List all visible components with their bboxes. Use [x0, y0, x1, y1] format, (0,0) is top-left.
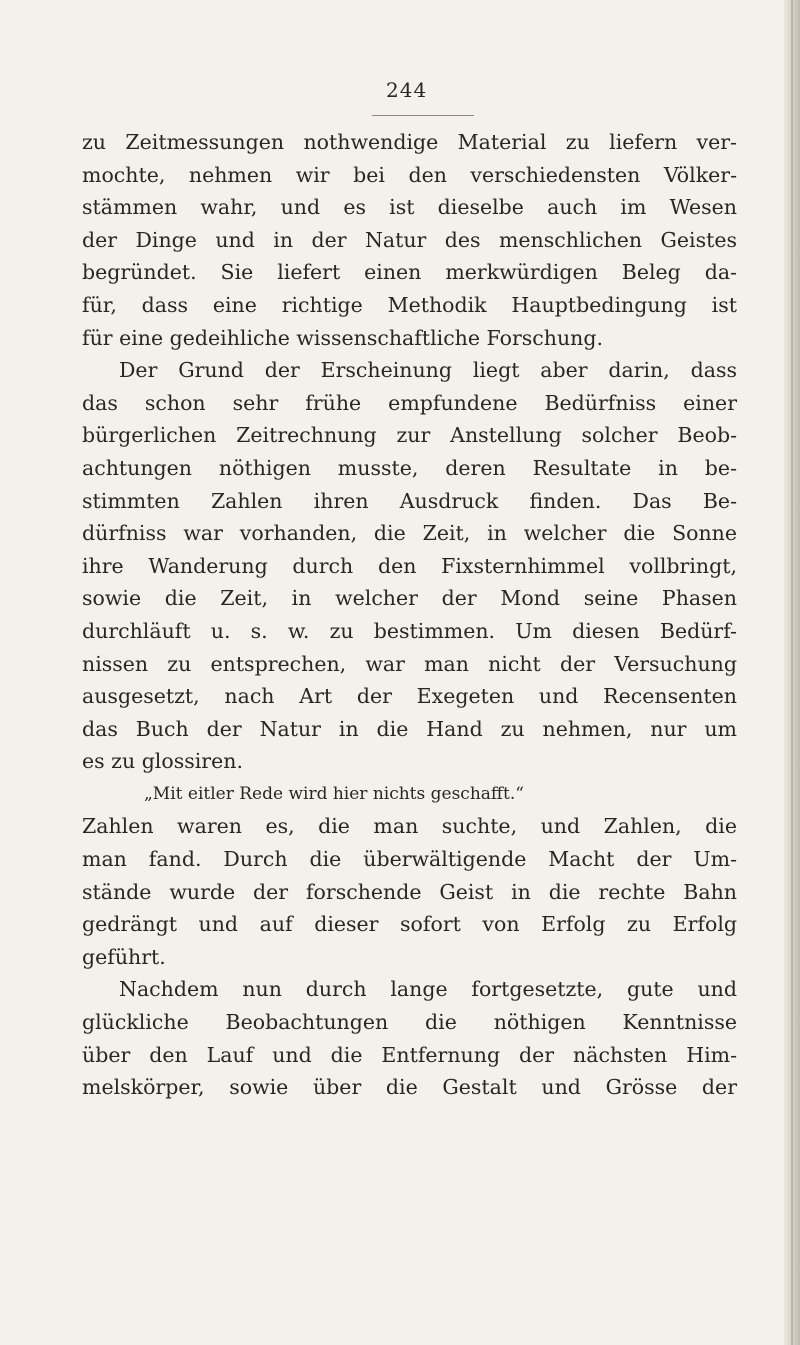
text-line: bürgerlichen Zeitrechnung zur Anstellung solcher Beob- [82, 423, 737, 448]
text-line: stimmten Zahlen ihren Ausdruck finden. Das Be- [82, 488, 737, 513]
text-line: über den Lauf und die Entfernung der nächsten Him- [82, 1042, 737, 1067]
text-line: nissen zu entsprechen, war man nicht der Versuchung [82, 651, 737, 676]
text-line: es zu glossiren. [82, 749, 243, 774]
quotation-line: „Mit eitler Rede wird hier nichts geschafft.“ [144, 783, 524, 804]
text-line: ausgesetzt, nach Art der Exegeten und Recensenten [82, 684, 737, 709]
text-line: begründet. Sie liefert einen merkwürdigen Beleg da- [82, 260, 737, 285]
text-line: mochte, nehmen wir bei den verschiedensten Völker- [82, 162, 737, 187]
text-line: melskörper, sowie über die Gestalt und Grösse der [82, 1075, 737, 1100]
text-line: achtungen nöthigen musste, deren Resultate in be- [82, 455, 737, 480]
text-line: für eine gedeihliche wissenschaftliche Forschung. [82, 325, 604, 350]
text-line: dürfniss war vorhanden, die Zeit, in welcher die Sonne [82, 521, 737, 546]
text-line: stämmen wahr, und es ist dieselbe auch im Wesen [82, 195, 737, 220]
text-line: sowie die Zeit, in welcher der Mond seine Phasen [82, 586, 737, 611]
text-line: das Buch der Natur in die Hand zu nehmen, nur um [82, 716, 737, 741]
text-line: das schon sehr frühe empfundene Bedürfniss einer [82, 390, 737, 415]
text-line: man fand. Durch die überwältigende Macht der Um- [82, 847, 737, 872]
text-line: Nachdem nun durch lange fortgesetzte, gute und [119, 977, 737, 1002]
text-line: Der Grund der Erscheinung liegt aber darin, dass [119, 358, 737, 383]
text-line: stände wurde der forschende Geist in die rechte Bahn [82, 879, 737, 904]
page-number: 244 [386, 78, 428, 102]
text-line: zu Zeitmessungen nothwendige Material zu liefern ver- [82, 130, 737, 154]
text-line: glückliche Beobachtungen die nöthigen Kenntnisse [82, 1010, 737, 1035]
text-line: der Dinge und in der Natur des menschlichen Geistes [82, 227, 737, 252]
text-line: geführt. [82, 944, 166, 969]
text-line: für, dass eine richtige Methodik Hauptbedingung ist [82, 292, 737, 317]
text-line: gedrängt und auf dieser sofort von Erfolg zu Erfolg [82, 912, 737, 937]
page-edge-line [791, 0, 793, 1345]
header-rule [372, 115, 474, 116]
text-line: Zahlen waren es, die man suchte, und Zahlen, die [82, 814, 737, 839]
body-text [82, 126, 737, 1104]
text-line: durchläuft u. s. w. zu bestimmen. Um diesen Bedürf- [82, 618, 737, 643]
text-line: ihre Wanderung durch den Fixsternhimmel vollbringt, [82, 553, 737, 578]
